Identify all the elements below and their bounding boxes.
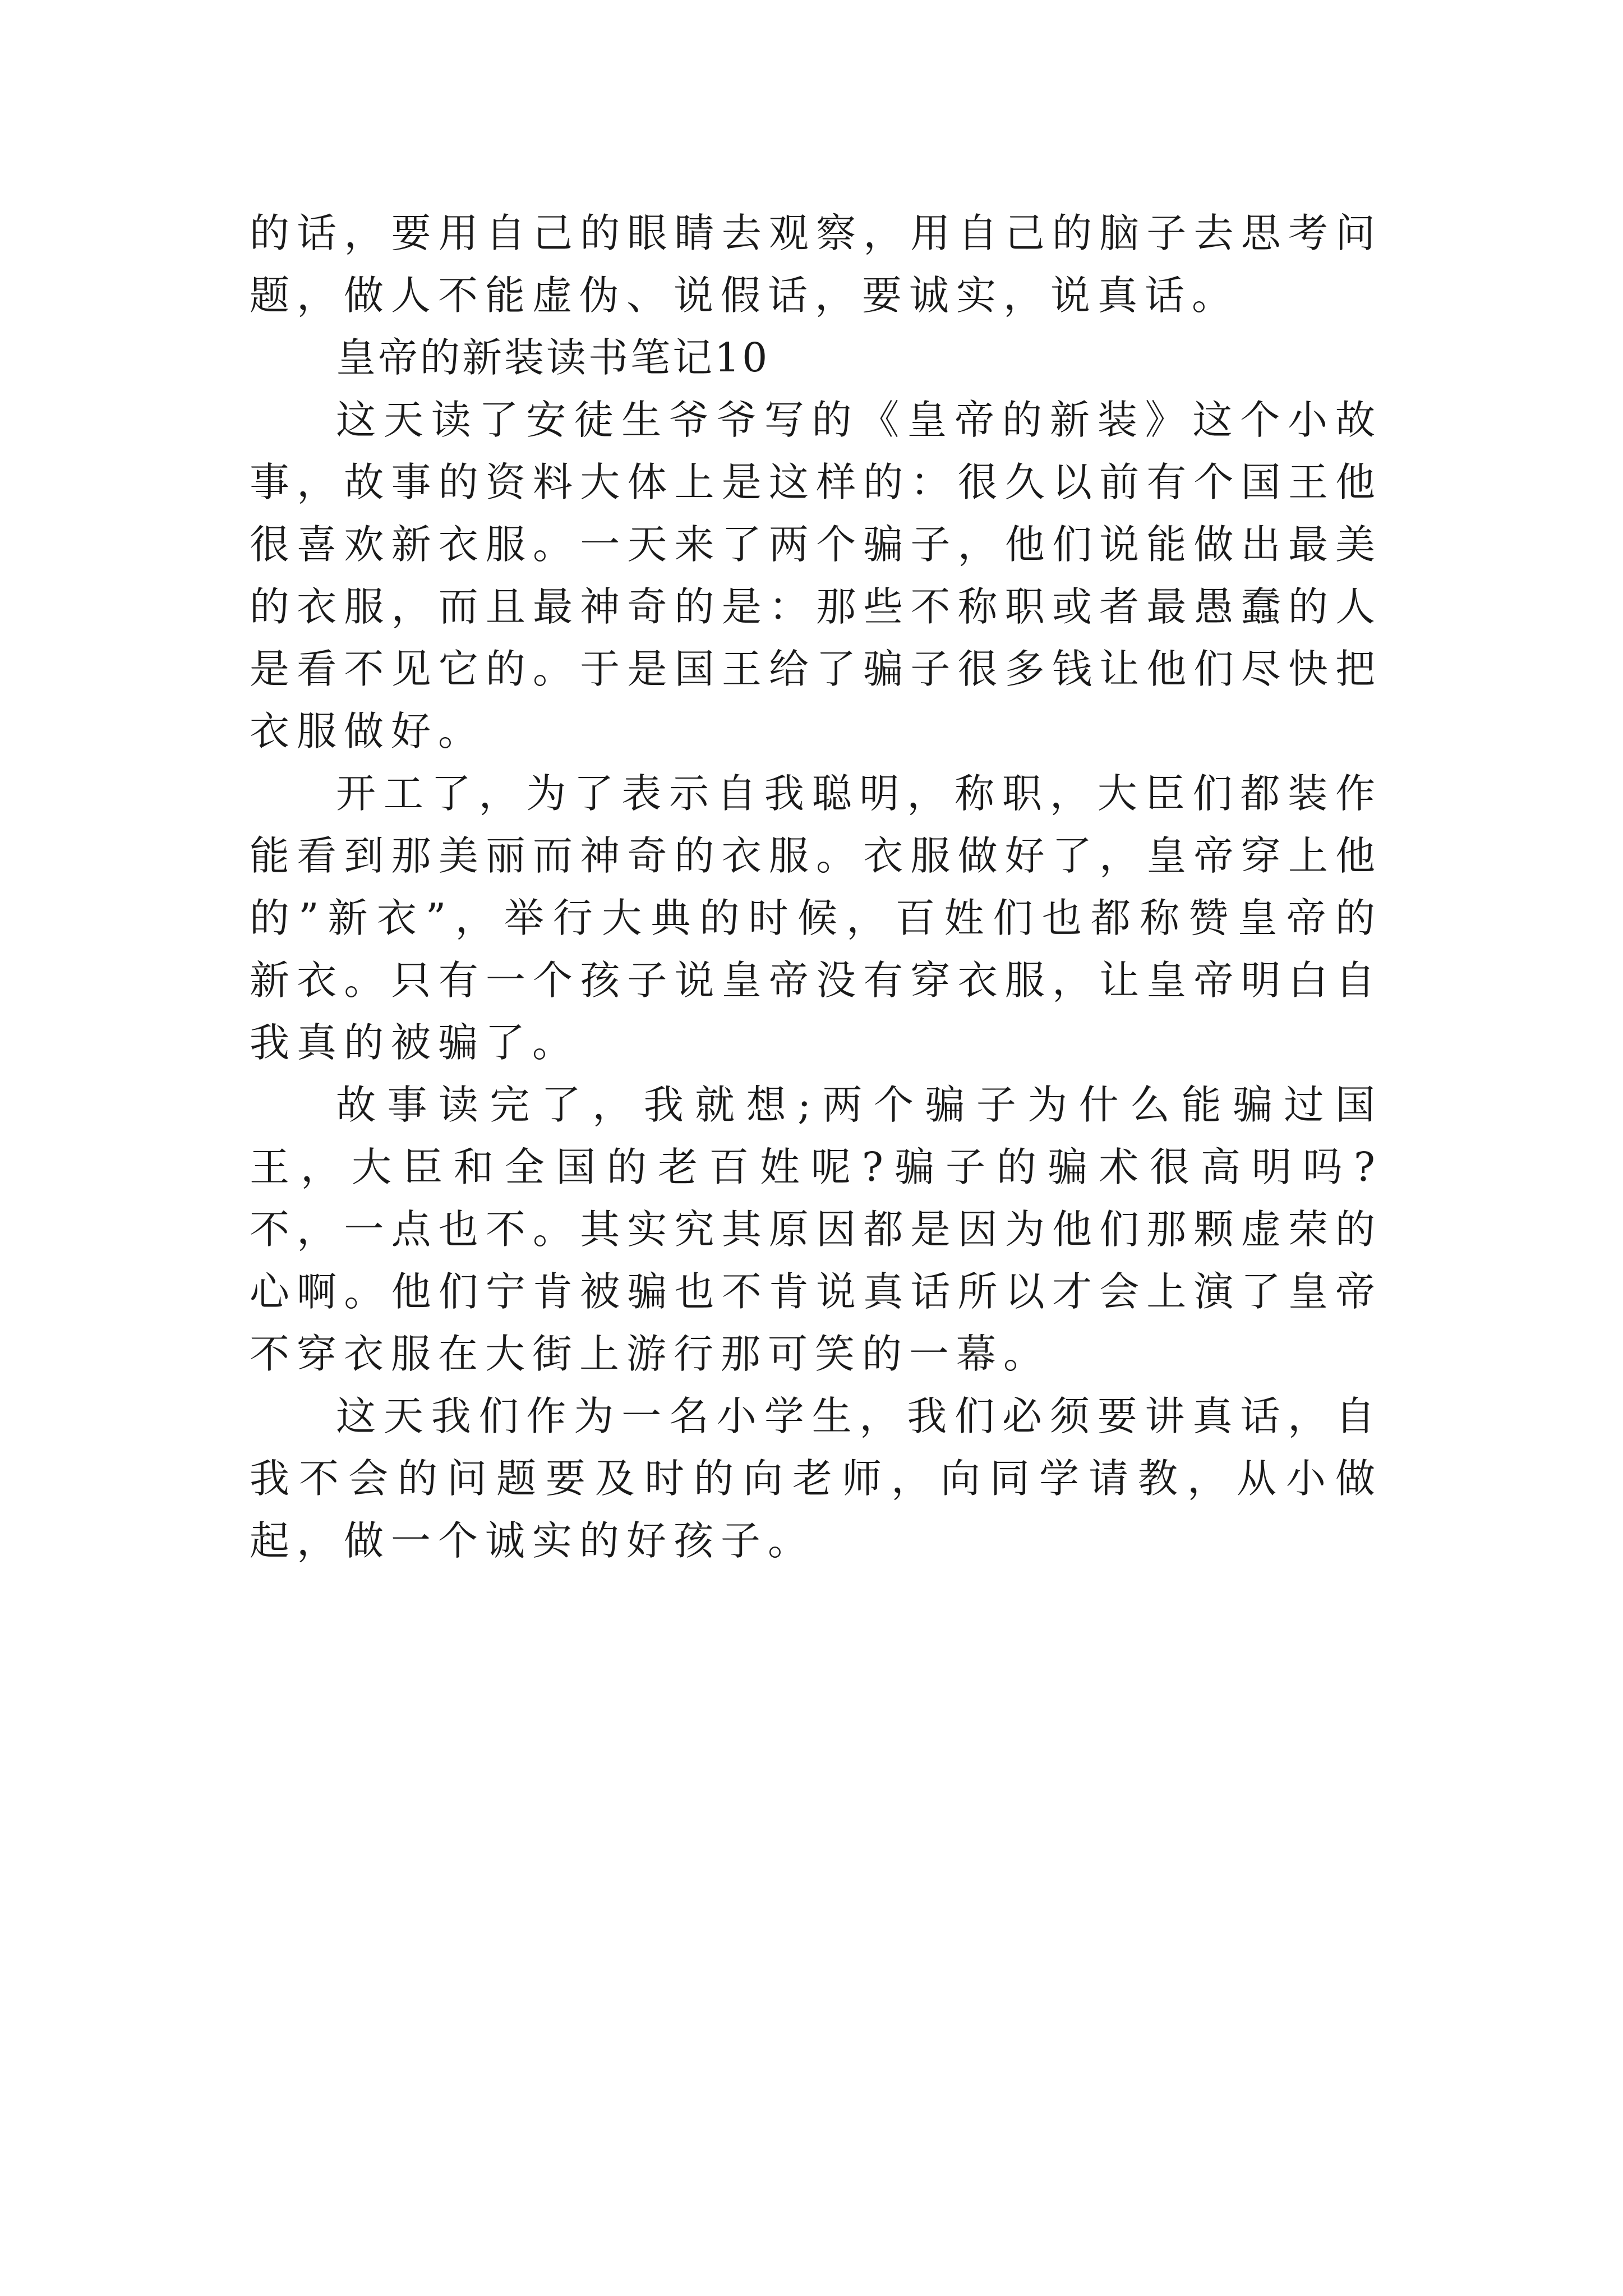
paragraph: 的话，要用自己的眼睛去观察，用自己的脑子去思考问题，做人不能虚伪、说假话，要诚实，说真话。 <box>250 210 1382 319</box>
paragraph: 故事读完了，我就想;两个骗子为什么能骗过国王，大臣和全国的老百姓呢?骗子的骗术很高明吗?不，一点也不。其实究其原因都是因为他们那颗虚荣的心啊。他们宁肯被骗也不肯说真话所以才会上演了皇帝不穿衣服在大街上游行那可笑的一幕。 <box>250 1082 1382 1377</box>
section-title: 皇帝的新装读书笔记10 <box>336 334 770 381</box>
paragraph: 这天我们作为一名小学生，我们必须要讲真话，自我不会的问题要及时的向老师，向同学请教，从小做起，做一个诚实的好孩子。 <box>250 1393 1382 1564</box>
paragraph: 开工了，为了表示自我聪明，称职，大臣们都装作能看到那美丽而神奇的衣服。衣服做好了，皇帝穿上他的”新衣”，举行大典的时候，百姓们也都称赞皇帝的新衣。只有一个孩子说皇帝没有穿衣服，让皇帝明白自我真的被骗了。 <box>250 770 1382 1066</box>
paragraph: 这天读了安徒生爷爷写的《皇帝的新装》这个小故事，故事的资料大体上是这样的：很久以前有个国王他很喜欢新衣服。一天来了两个骗子，他们说能做出最美的衣服，而且最神奇的是：那些不称职或者最愚蠢的人是看不见它的。于是国王给了骗子很多钱让他们尽快把衣服做好。 <box>250 397 1382 754</box>
document-body <box>250 202 1382 1572</box>
